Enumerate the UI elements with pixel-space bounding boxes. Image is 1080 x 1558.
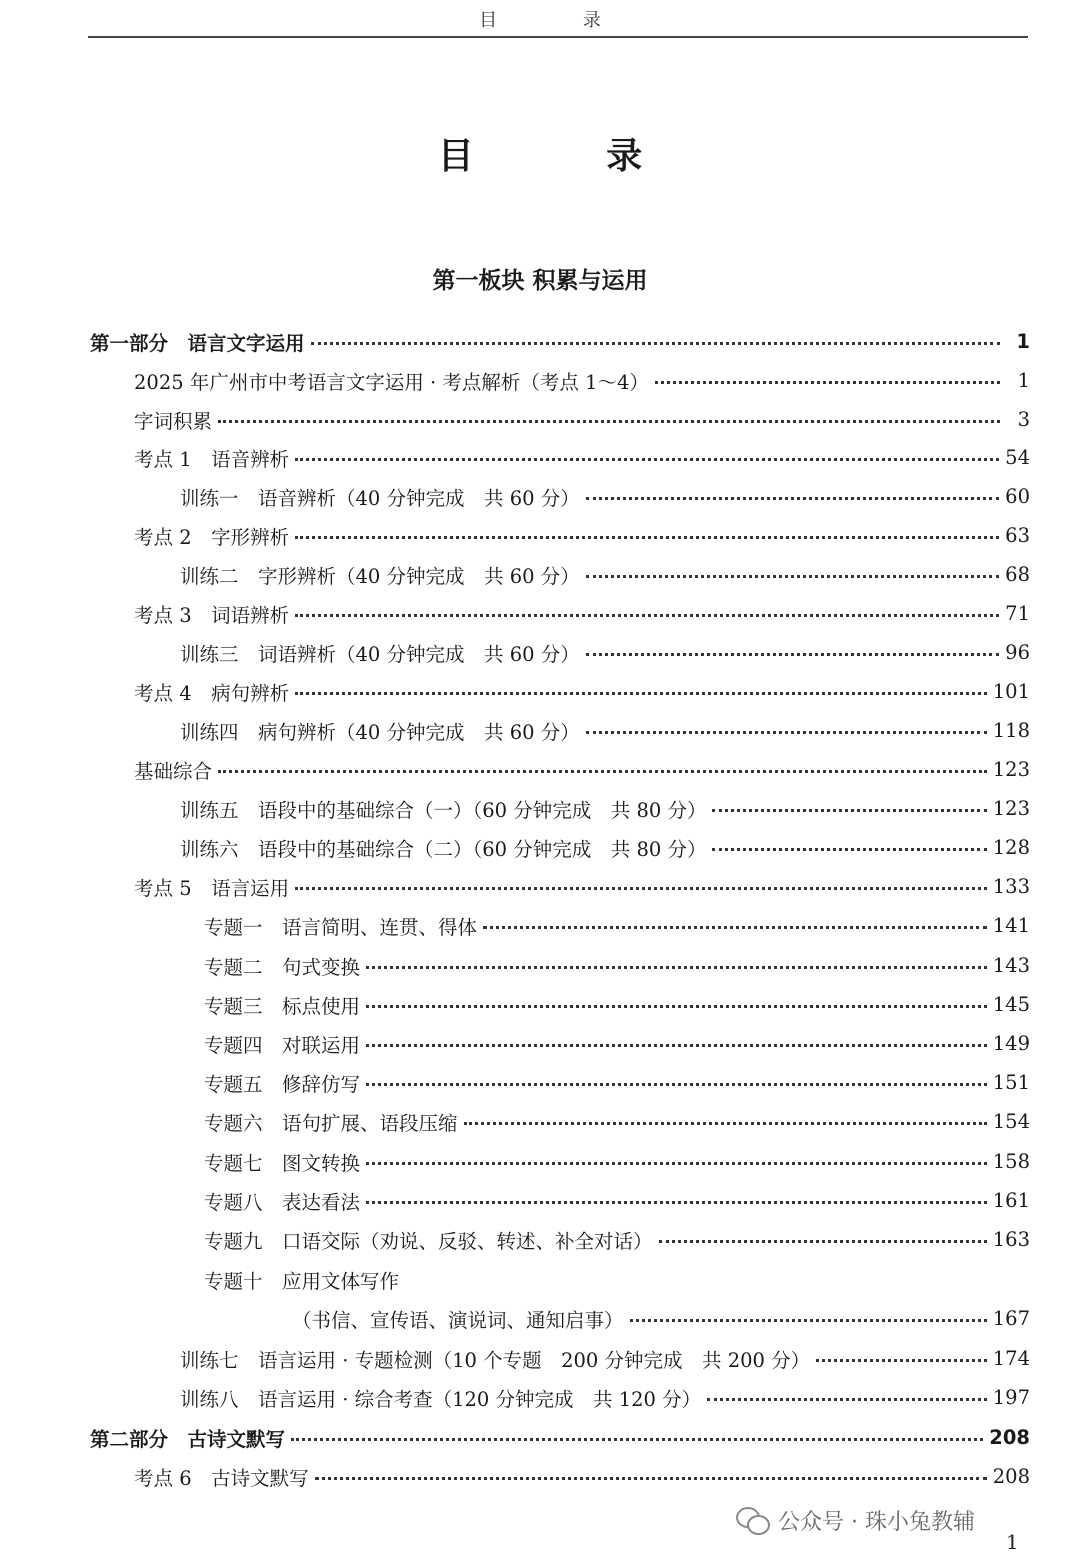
toc-entry[interactable] bbox=[134, 516, 1030, 555]
toc-entry[interactable] bbox=[204, 985, 1030, 1024]
toc-entry-page: 151 bbox=[992, 1071, 1030, 1094]
dot-leader bbox=[659, 1240, 987, 1243]
toc-entry-page: 167 bbox=[992, 1307, 1030, 1330]
toc-entry-title: 2025 年广州市中考语言文字运用 · 考点解析（考点 1～4） bbox=[134, 370, 649, 394]
toc-entry-title: 训练七 语言运用 · 专题检测（10 个专题 200 分钟完成 共 200 分） bbox=[180, 1348, 811, 1372]
dot-leader bbox=[295, 614, 999, 617]
header-rule bbox=[88, 36, 1028, 38]
toc-entry[interactable] bbox=[134, 400, 1030, 439]
toc-entry[interactable] bbox=[180, 1378, 1030, 1417]
toc-entry-title: 考点 5 语言运用 bbox=[134, 876, 290, 900]
toc-entry-title: 第一部分 语言文字运用 bbox=[90, 331, 305, 355]
toc-entry-title: 专题九 口语交际（劝说、反驳、转述、补全对话） bbox=[204, 1229, 653, 1253]
dot-leader bbox=[712, 809, 986, 812]
dot-leader bbox=[712, 848, 986, 851]
toc-entry-page: 60 bbox=[1005, 485, 1030, 508]
toc-entry[interactable] bbox=[180, 1339, 1030, 1378]
toc-entry-title: 专题三 标点使用 bbox=[204, 994, 361, 1018]
dot-leader bbox=[311, 342, 1000, 345]
toc-entry-page: 1 bbox=[1016, 330, 1030, 353]
toc-entry-page: 123 bbox=[992, 797, 1030, 820]
toc-entry-page: 71 bbox=[1005, 602, 1030, 625]
toc-entry[interactable] bbox=[204, 906, 1030, 945]
toc-entry[interactable] bbox=[134, 594, 1030, 633]
toc-entry-page: 208 bbox=[989, 1426, 1030, 1449]
toc-entry-page: 174 bbox=[992, 1347, 1030, 1370]
toc-entry[interactable] bbox=[180, 555, 1030, 594]
toc-entry-page: 68 bbox=[1005, 563, 1030, 586]
dot-leader bbox=[291, 1438, 983, 1441]
toc-entry[interactable] bbox=[180, 633, 1030, 672]
toc-entry-title: 训练二 字形辨析（40 分钟完成 共 60 分） bbox=[180, 564, 580, 588]
toc-entry[interactable] bbox=[204, 1220, 1030, 1259]
toc-entry-page: 3 bbox=[1017, 408, 1030, 431]
dot-leader bbox=[295, 458, 999, 461]
toc-entry-page: 133 bbox=[992, 875, 1030, 898]
toc-entry[interactable] bbox=[134, 672, 1030, 711]
toc-entry[interactable] bbox=[134, 1457, 1030, 1496]
toc-entry[interactable] bbox=[180, 711, 1030, 750]
dot-leader bbox=[366, 1044, 987, 1047]
wechat-icon bbox=[736, 1505, 770, 1535]
toc-entry[interactable] bbox=[90, 1418, 1030, 1457]
toc-entry-title: 考点 6 古诗文默写 bbox=[134, 1466, 309, 1490]
toc-entry[interactable] bbox=[204, 1142, 1030, 1181]
toc-entry-page: 149 bbox=[992, 1032, 1030, 1055]
toc-entry-title: 专题六 语句扩展、语段压缩 bbox=[204, 1111, 458, 1135]
toc-entry[interactable] bbox=[134, 361, 1030, 400]
dot-leader bbox=[483, 926, 987, 929]
toc-entry-page: 54 bbox=[1005, 446, 1030, 469]
toc-entry-page: 197 bbox=[992, 1386, 1030, 1409]
dot-leader bbox=[816, 1359, 987, 1362]
toc-entry-page: 128 bbox=[992, 836, 1030, 859]
toc-entry-title: 训练六 语段中的基础综合（二）（60 分钟完成 共 80 分） bbox=[180, 837, 707, 861]
toc-entry[interactable] bbox=[90, 322, 1030, 361]
toc-entry-page: 123 bbox=[992, 758, 1030, 781]
toc-entry-page: 1 bbox=[1017, 369, 1030, 392]
toc-entry-page: 208 bbox=[992, 1465, 1030, 1488]
toc-entry[interactable] bbox=[180, 828, 1030, 867]
toc-entry-page: 141 bbox=[992, 914, 1030, 937]
toc-entry-page: 161 bbox=[992, 1189, 1030, 1212]
dot-leader bbox=[366, 1201, 987, 1204]
watermark bbox=[736, 1500, 975, 1540]
toc-entry[interactable] bbox=[134, 438, 1030, 477]
toc-entry-title: 考点 3 词语辨析 bbox=[134, 603, 290, 627]
toc-entry-title: 考点 4 病句辨析 bbox=[134, 681, 290, 705]
toc-entry-page: 96 bbox=[1005, 641, 1030, 664]
toc-entry-page: 63 bbox=[1005, 524, 1030, 547]
toc-entry-title: 专题十 应用文体写作 bbox=[204, 1269, 400, 1293]
toc-entry-title: （书信、宣传语、演说词、通知启事） bbox=[292, 1308, 624, 1332]
toc-entry[interactable] bbox=[180, 789, 1030, 828]
watermark-text: 公众号 · 珠小兔教辅 bbox=[778, 1509, 975, 1535]
toc-entry-title: 训练三 词语辨析（40 分钟完成 共 60 分） bbox=[180, 642, 580, 666]
toc-entry[interactable] bbox=[292, 1299, 1030, 1338]
toc-entry-title: 考点 1 语音辨析 bbox=[134, 447, 290, 471]
dot-leader bbox=[586, 653, 999, 656]
dot-leader bbox=[218, 420, 1000, 423]
dot-leader bbox=[630, 1319, 987, 1322]
section-title: 第一板块 积累与运用 bbox=[432, 268, 648, 294]
toc-entry-page: 143 bbox=[992, 954, 1030, 977]
dot-leader bbox=[586, 731, 987, 734]
dot-leader bbox=[366, 966, 987, 969]
toc-entry-no-page[interactable] bbox=[204, 1260, 1030, 1299]
toc-entry-page: 145 bbox=[992, 993, 1030, 1016]
toc-entry-title: 专题七 图文转换 bbox=[204, 1151, 361, 1175]
toc-entry[interactable] bbox=[204, 946, 1030, 985]
toc-entry[interactable] bbox=[180, 477, 1030, 516]
toc-entry-title: 训练五 语段中的基础综合（一）（60 分钟完成 共 80 分） bbox=[180, 798, 707, 822]
toc-entry-page: 118 bbox=[992, 719, 1030, 742]
dot-leader bbox=[586, 575, 999, 578]
toc-entry[interactable] bbox=[134, 867, 1030, 906]
toc-entry-title: 字词积累 bbox=[134, 409, 213, 433]
toc-entry-title: 考点 2 字形辨析 bbox=[134, 525, 290, 549]
dot-leader bbox=[295, 887, 987, 890]
toc-entry-title: 专题五 修辞仿写 bbox=[204, 1072, 361, 1096]
page-title: 目 录 bbox=[437, 136, 703, 177]
page-number: 1 bbox=[1006, 1530, 1019, 1554]
toc-entry[interactable] bbox=[134, 750, 1030, 789]
dot-leader bbox=[295, 692, 987, 695]
toc-entry-page: 154 bbox=[992, 1110, 1030, 1133]
toc-entry[interactable] bbox=[204, 1102, 1030, 1141]
toc-entry-title: 专题一 语言简明、连贯、得体 bbox=[204, 915, 478, 939]
toc-entry[interactable] bbox=[204, 1181, 1030, 1220]
toc-entry-title: 基础综合 bbox=[134, 759, 213, 783]
toc-entry-title: 专题四 对联运用 bbox=[204, 1033, 361, 1057]
toc-entry-page: 101 bbox=[992, 680, 1030, 703]
dot-leader bbox=[315, 1477, 987, 1480]
toc-entry-title: 训练一 语音辨析（40 分钟完成 共 60 分） bbox=[180, 486, 580, 510]
dot-leader bbox=[366, 1162, 987, 1165]
dot-leader bbox=[707, 1398, 987, 1401]
toc-entry[interactable] bbox=[204, 1063, 1030, 1102]
dot-leader bbox=[464, 1122, 987, 1125]
toc-entry-title: 训练八 语言运用 · 综合考查（120 分钟完成 共 120 分） bbox=[180, 1387, 702, 1411]
toc-entry-title: 专题二 句式变换 bbox=[204, 955, 361, 979]
toc-entry-title: 训练四 病句辨析（40 分钟完成 共 60 分） bbox=[180, 720, 580, 744]
dot-leader bbox=[218, 770, 987, 773]
toc-entry-page: 163 bbox=[992, 1228, 1030, 1251]
running-header: 目 录 bbox=[479, 10, 641, 31]
toc-entry-page: 158 bbox=[992, 1150, 1030, 1173]
toc-entry-title: 第二部分 古诗文默写 bbox=[90, 1427, 286, 1451]
dot-leader bbox=[366, 1005, 987, 1008]
dot-leader bbox=[295, 536, 999, 539]
toc-entry[interactable] bbox=[204, 1024, 1030, 1063]
dot-leader bbox=[586, 497, 999, 500]
dot-leader bbox=[655, 381, 1000, 384]
toc-entry-title: 专题八 表达看法 bbox=[204, 1190, 361, 1214]
dot-leader bbox=[366, 1083, 987, 1086]
